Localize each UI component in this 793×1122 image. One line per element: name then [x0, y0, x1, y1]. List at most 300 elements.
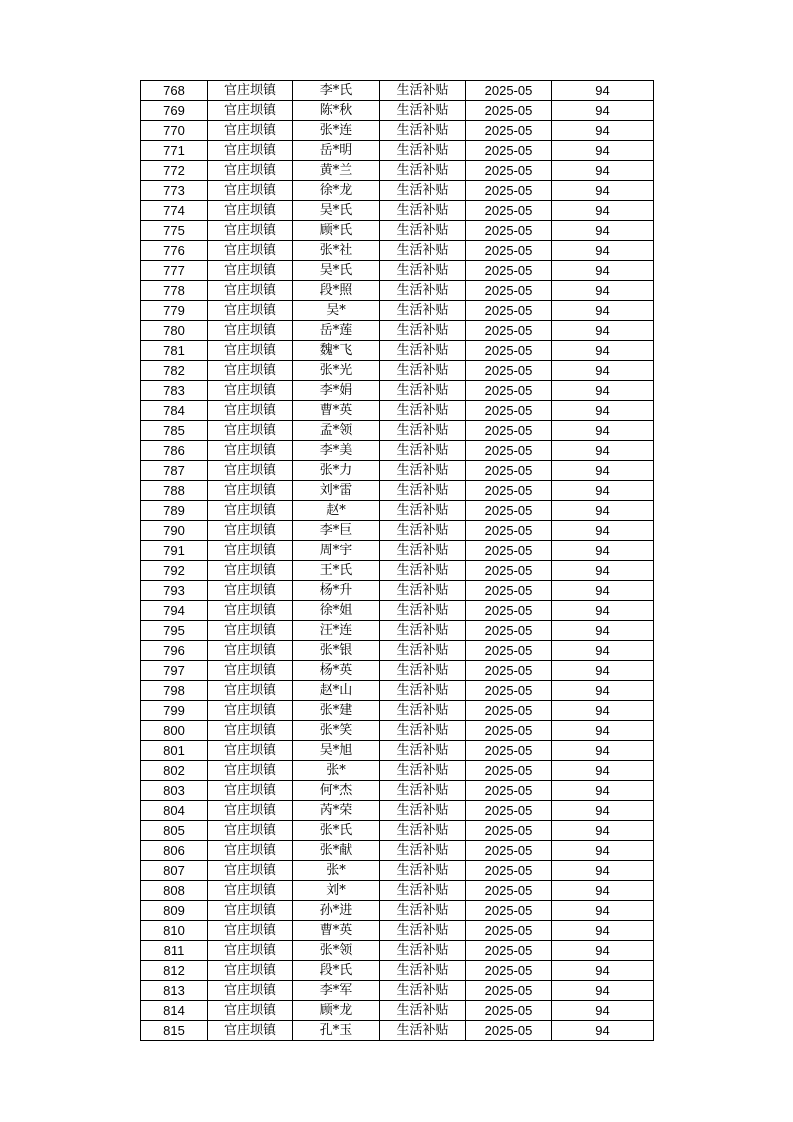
table-row [141, 881, 654, 901]
amount-cell: 94 [552, 661, 654, 681]
township-cell: 官庄坝镇 [208, 361, 293, 381]
serial-number-cell: 779 [141, 301, 208, 321]
period-cell: 2025-05 [466, 661, 552, 681]
subsidy-type-cell: 生活补贴 [380, 481, 466, 501]
table-row [141, 141, 654, 161]
recipient-name-cell: 岳*明 [293, 141, 380, 161]
township-cell: 官庄坝镇 [208, 841, 293, 861]
period-cell: 2025-05 [466, 481, 552, 501]
table-row [141, 161, 654, 181]
period-cell: 2025-05 [466, 541, 552, 561]
recipient-name-cell: 曹*英 [293, 401, 380, 421]
table-row [141, 701, 654, 721]
amount-cell: 94 [552, 581, 654, 601]
amount-cell: 94 [552, 201, 654, 221]
amount-cell: 94 [552, 1021, 654, 1041]
period-cell: 2025-05 [466, 601, 552, 621]
subsidy-type-cell: 生活补贴 [380, 441, 466, 461]
serial-number-cell: 810 [141, 921, 208, 941]
recipient-name-cell: 何*杰 [293, 781, 380, 801]
township-cell: 官庄坝镇 [208, 941, 293, 961]
serial-number-cell: 802 [141, 761, 208, 781]
township-cell: 官庄坝镇 [208, 341, 293, 361]
recipient-name-cell: 李*娟 [293, 381, 380, 401]
subsidy-type-cell: 生活补贴 [380, 621, 466, 641]
serial-number-cell: 788 [141, 481, 208, 501]
period-cell: 2025-05 [466, 81, 552, 101]
serial-number-cell: 800 [141, 721, 208, 741]
table-row [141, 741, 654, 761]
township-cell: 官庄坝镇 [208, 261, 293, 281]
roster-body [141, 81, 654, 1041]
table-row [141, 421, 654, 441]
table-row [141, 981, 654, 1001]
subsidy-type-cell: 生活补贴 [380, 521, 466, 541]
township-cell: 官庄坝镇 [208, 901, 293, 921]
amount-cell: 94 [552, 181, 654, 201]
subsidy-type-cell: 生活补贴 [380, 361, 466, 381]
amount-cell: 94 [552, 701, 654, 721]
recipient-name-cell: 杨*升 [293, 581, 380, 601]
township-cell: 官庄坝镇 [208, 981, 293, 1001]
serial-number-cell: 781 [141, 341, 208, 361]
recipient-name-cell: 张*献 [293, 841, 380, 861]
table-row [141, 641, 654, 661]
subsidy-type-cell: 生活补贴 [380, 181, 466, 201]
subsidy-type-cell: 生活补贴 [380, 661, 466, 681]
subsidy-roster-table [140, 80, 654, 1041]
table-row [141, 581, 654, 601]
period-cell: 2025-05 [466, 181, 552, 201]
recipient-name-cell: 周*宇 [293, 541, 380, 561]
township-cell: 官庄坝镇 [208, 861, 293, 881]
recipient-name-cell: 黄*兰 [293, 161, 380, 181]
amount-cell: 94 [552, 161, 654, 181]
subsidy-type-cell: 生活补贴 [380, 341, 466, 361]
subsidy-type-cell: 生活补贴 [380, 201, 466, 221]
period-cell: 2025-05 [466, 861, 552, 881]
serial-number-cell: 792 [141, 561, 208, 581]
serial-number-cell: 790 [141, 521, 208, 541]
amount-cell: 94 [552, 681, 654, 701]
amount-cell: 94 [552, 561, 654, 581]
serial-number-cell: 769 [141, 101, 208, 121]
township-cell: 官庄坝镇 [208, 481, 293, 501]
table-row [141, 561, 654, 581]
subsidy-type-cell: 生活补贴 [380, 641, 466, 661]
serial-number-cell: 794 [141, 601, 208, 621]
serial-number-cell: 806 [141, 841, 208, 861]
period-cell: 2025-05 [466, 221, 552, 241]
table-row [141, 861, 654, 881]
township-cell: 官庄坝镇 [208, 641, 293, 661]
township-cell: 官庄坝镇 [208, 541, 293, 561]
recipient-name-cell: 吴*旭 [293, 741, 380, 761]
amount-cell: 94 [552, 241, 654, 261]
township-cell: 官庄坝镇 [208, 701, 293, 721]
serial-number-cell: 777 [141, 261, 208, 281]
serial-number-cell: 782 [141, 361, 208, 381]
recipient-name-cell: 赵* [293, 501, 380, 521]
township-cell: 官庄坝镇 [208, 781, 293, 801]
recipient-name-cell: 孔*玉 [293, 1021, 380, 1041]
amount-cell: 94 [552, 961, 654, 981]
table-row [141, 201, 654, 221]
township-cell: 官庄坝镇 [208, 501, 293, 521]
table-row [141, 481, 654, 501]
table-row [141, 301, 654, 321]
period-cell: 2025-05 [466, 361, 552, 381]
township-cell: 官庄坝镇 [208, 81, 293, 101]
table-row [141, 841, 654, 861]
period-cell: 2025-05 [466, 721, 552, 741]
township-cell: 官庄坝镇 [208, 621, 293, 641]
amount-cell: 94 [552, 381, 654, 401]
township-cell: 官庄坝镇 [208, 161, 293, 181]
subsidy-type-cell: 生活补贴 [380, 601, 466, 621]
township-cell: 官庄坝镇 [208, 801, 293, 821]
period-cell: 2025-05 [466, 281, 552, 301]
township-cell: 官庄坝镇 [208, 961, 293, 981]
amount-cell: 94 [552, 821, 654, 841]
subsidy-type-cell: 生活补贴 [380, 321, 466, 341]
table-row [141, 921, 654, 941]
subsidy-type-cell: 生活补贴 [380, 101, 466, 121]
table-row [141, 541, 654, 561]
subsidy-type-cell: 生活补贴 [380, 701, 466, 721]
township-cell: 官庄坝镇 [208, 821, 293, 841]
table-row [141, 901, 654, 921]
township-cell: 官庄坝镇 [208, 1021, 293, 1041]
serial-number-cell: 795 [141, 621, 208, 641]
amount-cell: 94 [552, 621, 654, 641]
recipient-name-cell: 张*领 [293, 941, 380, 961]
serial-number-cell: 793 [141, 581, 208, 601]
serial-number-cell: 801 [141, 741, 208, 761]
recipient-name-cell: 陈*秋 [293, 101, 380, 121]
subsidy-type-cell: 生活补贴 [380, 261, 466, 281]
table-row [141, 381, 654, 401]
amount-cell: 94 [552, 901, 654, 921]
recipient-name-cell: 顾*龙 [293, 1001, 380, 1021]
period-cell: 2025-05 [466, 981, 552, 1001]
subsidy-type-cell: 生活补贴 [380, 461, 466, 481]
period-cell: 2025-05 [466, 381, 552, 401]
period-cell: 2025-05 [466, 301, 552, 321]
recipient-name-cell: 孟*领 [293, 421, 380, 441]
amount-cell: 94 [552, 941, 654, 961]
amount-cell: 94 [552, 221, 654, 241]
period-cell: 2025-05 [466, 341, 552, 361]
amount-cell: 94 [552, 541, 654, 561]
subsidy-type-cell: 生活补贴 [380, 281, 466, 301]
serial-number-cell: 807 [141, 861, 208, 881]
recipient-name-cell: 岳*莲 [293, 321, 380, 341]
table-row [141, 781, 654, 801]
table-row [141, 941, 654, 961]
township-cell: 官庄坝镇 [208, 281, 293, 301]
period-cell: 2025-05 [466, 901, 552, 921]
serial-number-cell: 775 [141, 221, 208, 241]
amount-cell: 94 [552, 461, 654, 481]
table-row [141, 601, 654, 621]
subsidy-type-cell: 生活补贴 [380, 241, 466, 261]
amount-cell: 94 [552, 81, 654, 101]
township-cell: 官庄坝镇 [208, 601, 293, 621]
township-cell: 官庄坝镇 [208, 141, 293, 161]
serial-number-cell: 787 [141, 461, 208, 481]
serial-number-cell: 774 [141, 201, 208, 221]
amount-cell: 94 [552, 641, 654, 661]
amount-cell: 94 [552, 801, 654, 821]
table-row [141, 801, 654, 821]
period-cell: 2025-05 [466, 421, 552, 441]
period-cell: 2025-05 [466, 461, 552, 481]
recipient-name-cell: 魏*飞 [293, 341, 380, 361]
amount-cell: 94 [552, 761, 654, 781]
period-cell: 2025-05 [466, 761, 552, 781]
subsidy-type-cell: 生活补贴 [380, 221, 466, 241]
serial-number-cell: 791 [141, 541, 208, 561]
period-cell: 2025-05 [466, 561, 552, 581]
recipient-name-cell: 刘*雷 [293, 481, 380, 501]
table-row [141, 661, 654, 681]
period-cell: 2025-05 [466, 1001, 552, 1021]
township-cell: 官庄坝镇 [208, 181, 293, 201]
serial-number-cell: 797 [141, 661, 208, 681]
recipient-name-cell: 孙*进 [293, 901, 380, 921]
subsidy-type-cell: 生活补贴 [380, 401, 466, 421]
amount-cell: 94 [552, 401, 654, 421]
serial-number-cell: 796 [141, 641, 208, 661]
recipient-name-cell: 王*氏 [293, 561, 380, 581]
amount-cell: 94 [552, 981, 654, 1001]
subsidy-type-cell: 生活补贴 [380, 681, 466, 701]
subsidy-type-cell: 生活补贴 [380, 721, 466, 741]
recipient-name-cell: 李*氏 [293, 81, 380, 101]
serial-number-cell: 771 [141, 141, 208, 161]
amount-cell: 94 [552, 1001, 654, 1021]
amount-cell: 94 [552, 441, 654, 461]
recipient-name-cell: 芮*荣 [293, 801, 380, 821]
recipient-name-cell: 吴*氏 [293, 261, 380, 281]
serial-number-cell: 815 [141, 1021, 208, 1041]
amount-cell: 94 [552, 601, 654, 621]
table-row [141, 241, 654, 261]
township-cell: 官庄坝镇 [208, 721, 293, 741]
serial-number-cell: 780 [141, 321, 208, 341]
serial-number-cell: 812 [141, 961, 208, 981]
subsidy-type-cell: 生活补贴 [380, 421, 466, 441]
table-row [141, 1021, 654, 1041]
period-cell: 2025-05 [466, 581, 552, 601]
recipient-name-cell: 张*力 [293, 461, 380, 481]
table-row [141, 81, 654, 101]
period-cell: 2025-05 [466, 681, 552, 701]
table-row [141, 341, 654, 361]
amount-cell: 94 [552, 321, 654, 341]
period-cell: 2025-05 [466, 961, 552, 981]
subsidy-type-cell: 生活补贴 [380, 981, 466, 1001]
period-cell: 2025-05 [466, 321, 552, 341]
amount-cell: 94 [552, 361, 654, 381]
recipient-name-cell: 李*巨 [293, 521, 380, 541]
recipient-name-cell: 刘* [293, 881, 380, 901]
period-cell: 2025-05 [466, 621, 552, 641]
period-cell: 2025-05 [466, 881, 552, 901]
recipient-name-cell: 张*社 [293, 241, 380, 261]
period-cell: 2025-05 [466, 241, 552, 261]
amount-cell: 94 [552, 521, 654, 541]
amount-cell: 94 [552, 261, 654, 281]
recipient-name-cell: 曹*英 [293, 921, 380, 941]
serial-number-cell: 808 [141, 881, 208, 901]
amount-cell: 94 [552, 341, 654, 361]
period-cell: 2025-05 [466, 841, 552, 861]
serial-number-cell: 772 [141, 161, 208, 181]
period-cell: 2025-05 [466, 261, 552, 281]
recipient-name-cell: 张*氏 [293, 821, 380, 841]
recipient-name-cell: 杨*英 [293, 661, 380, 681]
table-row [141, 101, 654, 121]
table-row [141, 221, 654, 241]
period-cell: 2025-05 [466, 201, 552, 221]
subsidy-type-cell: 生活补贴 [380, 761, 466, 781]
recipient-name-cell: 段*照 [293, 281, 380, 301]
township-cell: 官庄坝镇 [208, 321, 293, 341]
table-row [141, 721, 654, 741]
subsidy-type-cell: 生活补贴 [380, 561, 466, 581]
township-cell: 官庄坝镇 [208, 401, 293, 421]
township-cell: 官庄坝镇 [208, 461, 293, 481]
township-cell: 官庄坝镇 [208, 241, 293, 261]
amount-cell: 94 [552, 101, 654, 121]
serial-number-cell: 786 [141, 441, 208, 461]
subsidy-type-cell: 生活补贴 [380, 541, 466, 561]
subsidy-type-cell: 生活补贴 [380, 501, 466, 521]
recipient-name-cell: 吴* [293, 301, 380, 321]
serial-number-cell: 778 [141, 281, 208, 301]
subsidy-type-cell: 生活补贴 [380, 841, 466, 861]
subsidy-type-cell: 生活补贴 [380, 141, 466, 161]
period-cell: 2025-05 [466, 161, 552, 181]
amount-cell: 94 [552, 841, 654, 861]
amount-cell: 94 [552, 921, 654, 941]
subsidy-type-cell: 生活补贴 [380, 781, 466, 801]
subsidy-type-cell: 生活补贴 [380, 581, 466, 601]
township-cell: 官庄坝镇 [208, 521, 293, 541]
amount-cell: 94 [552, 121, 654, 141]
serial-number-cell: 785 [141, 421, 208, 441]
township-cell: 官庄坝镇 [208, 221, 293, 241]
township-cell: 官庄坝镇 [208, 761, 293, 781]
township-cell: 官庄坝镇 [208, 441, 293, 461]
subsidy-type-cell: 生活补贴 [380, 861, 466, 881]
period-cell: 2025-05 [466, 641, 552, 661]
serial-number-cell: 799 [141, 701, 208, 721]
table-row [141, 961, 654, 981]
amount-cell: 94 [552, 741, 654, 761]
subsidy-type-cell: 生活补贴 [380, 161, 466, 181]
table-row [141, 1001, 654, 1021]
township-cell: 官庄坝镇 [208, 881, 293, 901]
township-cell: 官庄坝镇 [208, 681, 293, 701]
recipient-name-cell: 张*笑 [293, 721, 380, 741]
recipient-name-cell: 张*银 [293, 641, 380, 661]
serial-number-cell: 789 [141, 501, 208, 521]
amount-cell: 94 [552, 861, 654, 881]
period-cell: 2025-05 [466, 741, 552, 761]
period-cell: 2025-05 [466, 401, 552, 421]
recipient-name-cell: 李*军 [293, 981, 380, 1001]
table-row [141, 401, 654, 421]
serial-number-cell: 773 [141, 181, 208, 201]
amount-cell: 94 [552, 281, 654, 301]
period-cell: 2025-05 [466, 781, 552, 801]
serial-number-cell: 809 [141, 901, 208, 921]
serial-number-cell: 798 [141, 681, 208, 701]
subsidy-type-cell: 生活补贴 [380, 881, 466, 901]
amount-cell: 94 [552, 721, 654, 741]
period-cell: 2025-05 [466, 101, 552, 121]
recipient-name-cell: 李*美 [293, 441, 380, 461]
serial-number-cell: 805 [141, 821, 208, 841]
table-row [141, 181, 654, 201]
township-cell: 官庄坝镇 [208, 301, 293, 321]
serial-number-cell: 783 [141, 381, 208, 401]
table-row [141, 321, 654, 341]
recipient-name-cell: 张*建 [293, 701, 380, 721]
amount-cell: 94 [552, 421, 654, 441]
period-cell: 2025-05 [466, 921, 552, 941]
recipient-name-cell: 顾*氏 [293, 221, 380, 241]
table-row [141, 121, 654, 141]
township-cell: 官庄坝镇 [208, 101, 293, 121]
recipient-name-cell: 张*连 [293, 121, 380, 141]
amount-cell: 94 [552, 481, 654, 501]
township-cell: 官庄坝镇 [208, 121, 293, 141]
recipient-name-cell: 张*光 [293, 361, 380, 381]
subsidy-type-cell: 生活补贴 [380, 1001, 466, 1021]
recipient-name-cell: 吴*氏 [293, 201, 380, 221]
recipient-name-cell: 徐*姐 [293, 601, 380, 621]
subsidy-type-cell: 生活补贴 [380, 381, 466, 401]
amount-cell: 94 [552, 501, 654, 521]
serial-number-cell: 776 [141, 241, 208, 261]
table-row [141, 441, 654, 461]
table-row [141, 261, 654, 281]
township-cell: 官庄坝镇 [208, 921, 293, 941]
period-cell: 2025-05 [466, 1021, 552, 1041]
recipient-name-cell: 徐*龙 [293, 181, 380, 201]
township-cell: 官庄坝镇 [208, 201, 293, 221]
table-row [141, 761, 654, 781]
serial-number-cell: 813 [141, 981, 208, 1001]
period-cell: 2025-05 [466, 141, 552, 161]
period-cell: 2025-05 [466, 821, 552, 841]
subsidy-type-cell: 生活补贴 [380, 901, 466, 921]
township-cell: 官庄坝镇 [208, 381, 293, 401]
serial-number-cell: 811 [141, 941, 208, 961]
township-cell: 官庄坝镇 [208, 581, 293, 601]
period-cell: 2025-05 [466, 801, 552, 821]
serial-number-cell: 804 [141, 801, 208, 821]
subsidy-type-cell: 生活补贴 [380, 921, 466, 941]
subsidy-type-cell: 生活补贴 [380, 121, 466, 141]
period-cell: 2025-05 [466, 521, 552, 541]
serial-number-cell: 768 [141, 81, 208, 101]
recipient-name-cell: 段*氏 [293, 961, 380, 981]
